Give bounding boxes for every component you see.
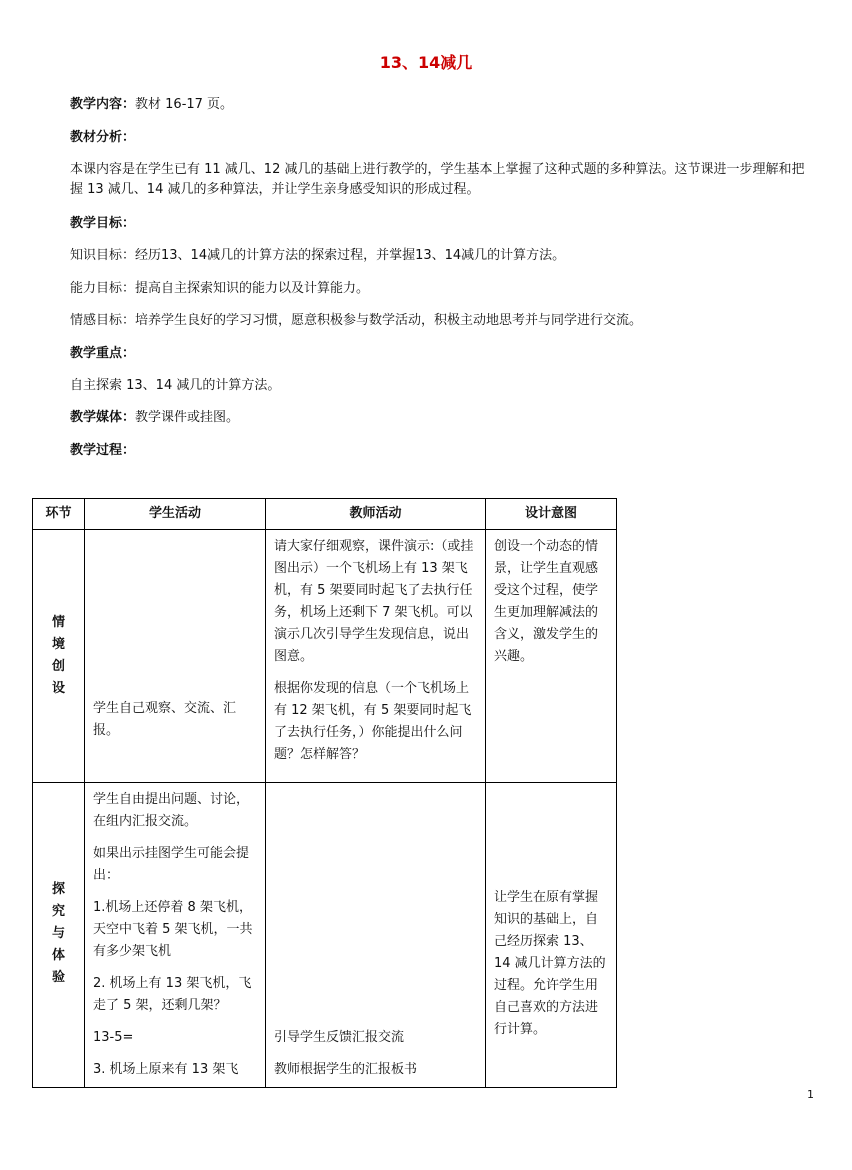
media-line bbox=[70, 408, 790, 428]
intent-cell: 创设一个动态的情景，让学生直观感受这个过程，使学生更加理解减法的含义，激发学生的兴趣。 bbox=[486, 530, 617, 783]
intent-cell: 让学生在原有掌握知识的基础上，自己经历探索 13、14 减几计算方法的过程。允许学生用自己喜欢的方法进行计算。 bbox=[486, 783, 617, 1088]
header-teacher: 教师活动 bbox=[266, 499, 486, 530]
content-label: 教学内容： bbox=[70, 97, 136, 112]
table-header-row bbox=[33, 499, 617, 530]
analysis-label: 教材分析： bbox=[70, 130, 136, 145]
teacher-cell: 引导学生反馈汇报交流 教师根据学生的汇报板书 bbox=[266, 783, 486, 1088]
goal-knowledge: 知识目标：经历13、14减几的计算方法的探索过程，并掌握13、14减几的计算方法。 bbox=[70, 248, 566, 263]
header-intent: 设计意图 bbox=[486, 499, 617, 530]
goal-ability: 能力目标：提高自主探索知识的能力以及计算能力。 bbox=[70, 281, 370, 296]
table-row bbox=[33, 530, 617, 783]
lesson-table bbox=[32, 498, 617, 1088]
media-text: 教学课件或挂图。 bbox=[135, 410, 240, 425]
stage-cell: 探 究 与 体 验 bbox=[33, 783, 85, 1088]
table-row bbox=[33, 783, 617, 1088]
media-label: 教学媒体： bbox=[70, 410, 136, 425]
focus-label: 教学重点： bbox=[70, 346, 136, 361]
goals-label: 教学目标： bbox=[70, 216, 136, 231]
content-text: 教材 16-17 页。 bbox=[135, 97, 234, 112]
page-title: 13、14减几 bbox=[379, 53, 473, 72]
analysis-text: 本课内容是在学生已有 11 减几、12 减几的基础上进行教学的，学生基本上掌握了这种式题的多种算法。这节课进一步理解和把握 13 减几、14 减几的多种算法，并让学生亲身感受知识的形成过程。 bbox=[70, 162, 805, 197]
student-cell: 学生自己观察、交流、汇报。 bbox=[85, 530, 266, 783]
goal-emotion: 情感目标：培养学生良好的学习习惯，愿意积极参与数学活动，积极主动地思考并与同学进行交流。 bbox=[70, 313, 643, 328]
process-label: 教学过程： bbox=[70, 443, 136, 458]
analysis-heading bbox=[70, 128, 790, 148]
goals-heading bbox=[70, 214, 790, 234]
page-number: 1 bbox=[807, 1088, 814, 1101]
header-student: 学生活动 bbox=[85, 499, 266, 530]
focus-heading bbox=[70, 344, 790, 364]
focus-text: 自主探索 13、14 减几的计算方法。 bbox=[70, 378, 281, 393]
student-cell: 学生自由提出问题、讨论，在组内汇报交流。 如果出示挂图学生可能会提出： 1.机场上还停着 8 架飞机，天空中飞着 5 架飞机，一共有多少架飞机 2. 机场上有 13 架飞机，飞走了 5 架，还剩几架？ 13-5= 3. 机场上原来有 13 架飞 bbox=[85, 783, 266, 1088]
stage-cell: 情 境 创 设 bbox=[33, 530, 85, 783]
teacher-cell: 请大家仔细观察，课件演示:（或挂图出示）一个飞机场上有 13 架飞机，有 5 架要同时起飞了去执行任务，机场上还剩下 7 架飞机。可以演示几次引导学生发现信息，说出图意。 根据你发现的信息（一个飞机场上有 12 架飞机，有 5 架要同时起飞了去执行任务，）你能提出什么问题？怎样解答？ bbox=[266, 530, 486, 783]
content-line bbox=[70, 95, 790, 115]
process-heading bbox=[70, 441, 790, 461]
header-stage: 环节 bbox=[33, 499, 85, 530]
